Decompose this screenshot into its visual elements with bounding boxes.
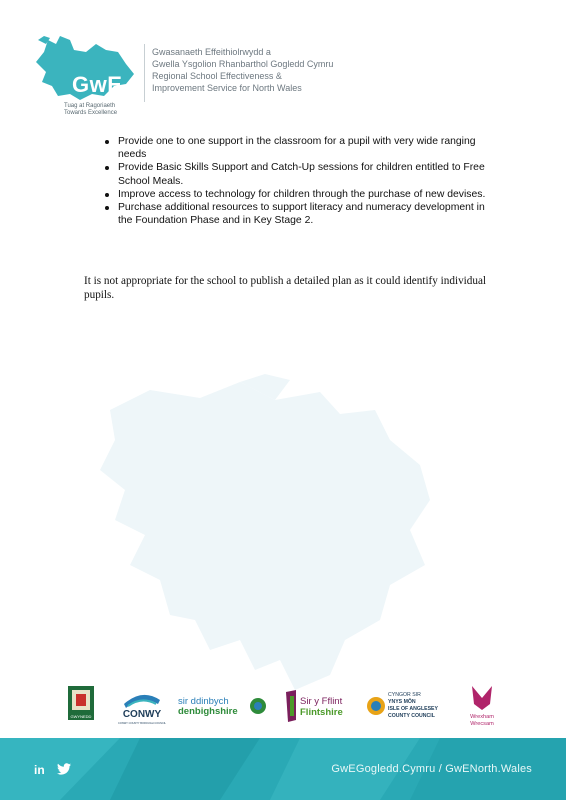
wrexham-council-logo — [464, 682, 500, 730]
list-item — [98, 188, 498, 201]
list-item — [98, 135, 498, 161]
list-item-text: Provide one to one support in the classroom for a pupil with very wide ranging needs — [118, 136, 476, 161]
list-item-text: Provide Basic Skills Support and Catch-Up sessions for children entitled to Free School Meals. — [118, 162, 485, 187]
gwynedd-council-logo — [66, 682, 96, 730]
footer-band — [0, 738, 566, 800]
list-item-text: Purchase additional resources to support literacy and numeracy development in the Foundation Phase and in Key Stage 2. — [118, 202, 485, 227]
wrexham-welsh-label: Wrecsam — [470, 721, 494, 727]
conwy-label: CONWY — [122, 709, 162, 720]
anglesey-welsh-label-1: CYNGOR SIR — [388, 692, 421, 698]
tagline-welsh: Tuag at Ragoriaeth — [64, 103, 116, 109]
body-paragraph: It is not appropriate for the school to publish a detailed plan as it could identify individual pupils. — [84, 275, 487, 301]
footer-website-link[interactable]: GwEGogledd.Cymru / GwENorth.Wales — [331, 763, 532, 775]
flintshire-welsh-label: Sir y Fflint — [300, 696, 343, 707]
anglesey-welsh-label-2: YNYS MÔN — [388, 699, 416, 705]
bullet-icon — [105, 166, 109, 170]
logo-tagline — [64, 103, 117, 117]
denbighshire-welsh-label: sir ddinbych — [178, 696, 229, 707]
conwy-council-logo — [116, 682, 168, 730]
gwe-logo-text: GwE — [72, 72, 123, 97]
header — [30, 30, 370, 120]
service-line-1: Gwasanaeth Effeithiolrwydd a — [152, 47, 271, 57]
twitter-icon[interactable] — [57, 763, 71, 775]
wrexham-english-label: Wrexham — [470, 714, 494, 720]
bullet-list — [98, 135, 498, 227]
tagline-english: Towards Excellence — [64, 110, 118, 116]
list-item — [98, 161, 498, 187]
linkedin-icon[interactable]: in — [34, 763, 45, 777]
service-line-4: Improvement Service for North Wales — [152, 83, 302, 93]
gwe-logo-map-icon — [30, 30, 140, 110]
header-divider — [144, 44, 145, 102]
bullet-icon — [105, 206, 109, 210]
gwynedd-label: GWYNEDD — [70, 714, 92, 719]
north-wales-map-watermark — [90, 370, 450, 700]
anglesey-english-label-2: COUNTY COUNCIL — [388, 713, 435, 719]
anglesey-english-label-1: ISLE OF ANGLESEY — [388, 706, 438, 712]
denbighshire-council-logo — [176, 682, 268, 730]
conwy-sublabel: CONWY COUNTY BOROUGH COUNCIL — [117, 722, 167, 725]
denbighshire-english-label: denbighshire — [178, 706, 238, 717]
anglesey-council-logo — [366, 682, 446, 730]
service-line-2: Gwella Ysgolion Rhanbarthol Gogledd Cymru — [152, 59, 334, 69]
flintshire-english-label: Flintshire — [300, 707, 343, 718]
service-name — [152, 46, 333, 94]
bullet-icon — [105, 140, 109, 144]
council-logos — [60, 682, 510, 730]
flintshire-council-logo — [282, 682, 352, 730]
list-item — [98, 201, 498, 227]
bullet-icon — [105, 193, 109, 197]
list-item-text: Improve access to technology for children through the purchase of new devises. — [118, 188, 486, 200]
service-line-3: Regional School Effectiveness & — [152, 71, 282, 81]
social-links — [34, 761, 71, 779]
